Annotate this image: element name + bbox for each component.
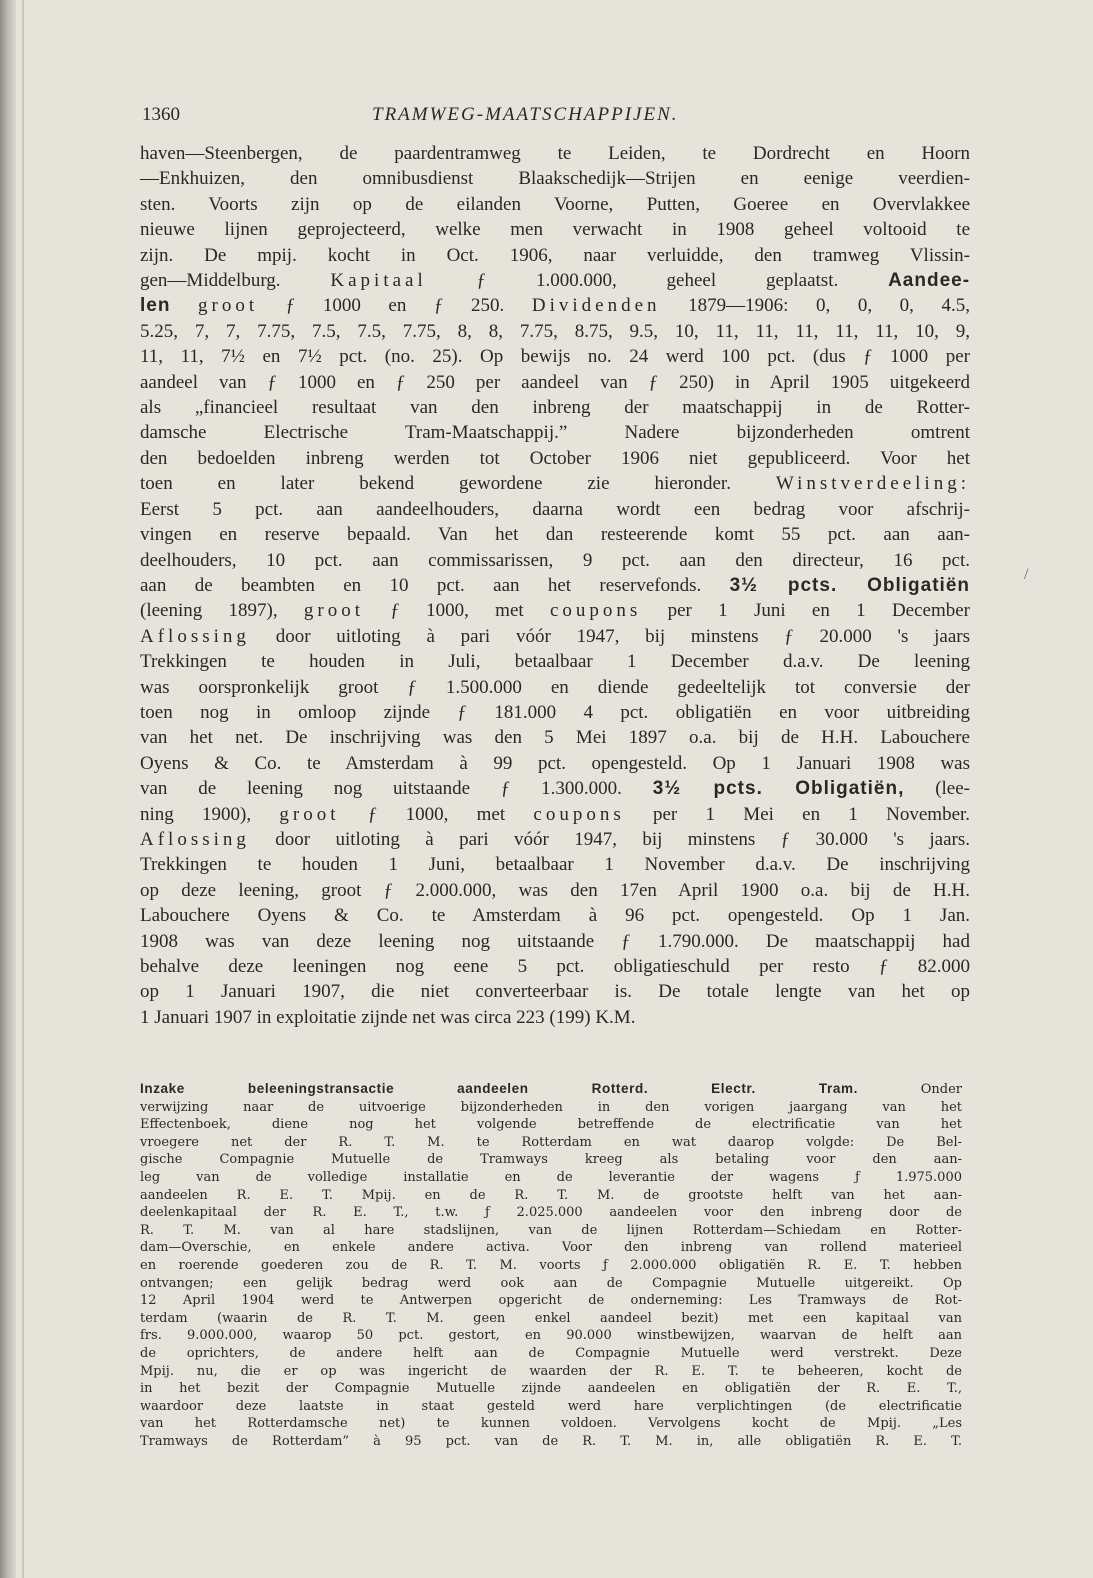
text-line: Oyens & Co. te Amsterdam à 99 pct. opengesteld. Op 1 Januari 1908 was — [140, 752, 970, 774]
text-line: als „financieel resultaat van den inbreng der maatschappij in de Rotter- — [140, 397, 970, 419]
text-line: Eerst 5 pct. aan aandeelhouders, daarna wordt een bedrag voor afschrij- — [140, 498, 970, 520]
note-line: Tramways de Rotterdam” à 95 pct. van de R. T. M. in, alle obligatiën R. E. T. — [140, 1433, 962, 1449]
text-line — [140, 624, 970, 649]
text-span: per 1 Mei en 1 November. — [653, 803, 971, 825]
text-span: van de leening nog uitstaande ƒ 1.300.000. — [140, 778, 622, 800]
text-line — [140, 827, 970, 852]
text-span: toen en later bekend gewordene zie hieronder. — [140, 473, 731, 495]
text-line: was oorspronkelijk groot ƒ 1.500.000 en diende gedeeltelijk tot conversie der — [140, 676, 970, 698]
text-line: damsche Electrische Tram-Maatschappij.” Nadere bijzonderheden omtrent — [140, 422, 970, 444]
text-line: Labouchere Oyens & Co. te Amsterdam à 96 pct. opengesteld. Op 1 Jan. — [140, 905, 970, 927]
label-winstverdeeling: Winstverdeeling: — [775, 473, 970, 495]
label-groot: groot — [279, 803, 340, 825]
text-span: 1879—1906: 0, 0, 0, 4.5, — [688, 295, 971, 317]
label-dividenden: Dividenden — [531, 295, 661, 317]
text-line — [140, 268, 970, 293]
text-span: door uitloting à pari vóór 1947, bij minstens ƒ 20.000 's jaars — [275, 625, 971, 647]
text-line: Trekkingen te houden in Juli, betaalbaar 1 December d.a.v. De leening — [140, 651, 970, 673]
text-span: (leening 1897), — [140, 600, 278, 622]
note-line: Mpij. nu, die er op was ingericht de waarden der R. E. T. te beheeren, kocht de — [140, 1363, 962, 1379]
label-groot: groot — [303, 600, 365, 622]
text-line: toen nog in omloop zijnde ƒ 181.000 4 pct. obligatiën en voor uitbreiding — [140, 701, 970, 723]
text-span: gen—Middelburg. — [140, 270, 281, 292]
text-span: Onder — [920, 1082, 962, 1097]
note-line: aandeelen R. E. T. Mpij. en de R. T. M. de grootste helft van het aan- — [140, 1187, 962, 1203]
text-line: sten. Voorts zijn op de eilanden Voorne, Putten, Goeree en Overvlakkee — [140, 193, 970, 215]
heading-aandeelen-cont: len — [140, 295, 171, 317]
note-line — [140, 1080, 962, 1099]
note-line: van het Rotterdamsche net) te kunnen voldoen. Vervolgens kocht de Mpij. „Les — [140, 1416, 962, 1432]
text-line — [140, 802, 970, 827]
note-heading: Inzake beleeningstransactie aandeelen Rotterd. Electr. Tram. — [140, 1081, 858, 1096]
page-number: 1360 — [142, 104, 180, 125]
text-span: ƒ 1000, met — [367, 803, 506, 825]
spine-fold-line — [22, 0, 24, 1578]
note-line: deelenkapitaal der R. E. T., t.w. ƒ 2.025.000 aandeelen voor den inbreng door de — [140, 1205, 962, 1221]
text-line: nieuwe lijnen geprojecteerd, welke men verwacht in 1908 geheel voltooid te — [140, 219, 970, 241]
label-groot: groot — [198, 295, 259, 317]
page-header — [142, 104, 972, 132]
note-line: leg van de volledige installatie en de leverantie der wagens ƒ 1.975.000 — [140, 1169, 962, 1185]
note-line: ontvangen; een gelijk bedrag werd ook aan de Compagnie Mutuelle uitgereikt. Op — [140, 1275, 962, 1291]
text-line — [140, 598, 970, 623]
text-line: —Enkhuizen, den omnibusdienst Blaakschedijk—Strijen en eenige veerdien- — [140, 168, 970, 190]
heading-obligatien-1897: 3½ pcts. Obligatiën — [729, 574, 970, 596]
label-coupons: coupons — [533, 803, 625, 825]
note-line: en roerende goederen zou de R. T. M. voorts ƒ 2.000.000 obligatiën R. E. T. hebben — [140, 1257, 962, 1273]
text-span: (lee- — [935, 778, 970, 800]
text-line: Trekkingen te houden 1 Juni, betaalbaar 1 November d.a.v. De inschrijving — [140, 854, 970, 876]
text-line: aandeel van ƒ 1000 en ƒ 250 per aandeel van ƒ 250) in April 1905 uitgekeerd — [140, 371, 970, 393]
text-span: ƒ 1000 en ƒ 250. — [285, 295, 505, 317]
text-line — [140, 293, 970, 318]
main-text — [140, 141, 970, 1030]
text-line: 1908 was van deze leening nog uitstaande ƒ 1.790.000. De maatschappij had — [140, 930, 970, 952]
text-line: deelhouders, 10 pct. aan commissarissen, 9 pct. aan den directeur, 16 pct. — [140, 549, 970, 571]
note-line: Effectenboek, diene nog het volgende betreffende de electrificatie van het — [140, 1117, 962, 1133]
running-title: TRAMWEG-MAATSCHAPPIJEN. — [372, 104, 679, 125]
text-line: den bedoelden inbreng werden tot October 1906 niet gepubliceerd. Voor het — [140, 447, 970, 469]
text-line: op deze leening, groot ƒ 2.000.000, was den 17en April 1900 o.a. bij de H.H. — [140, 879, 970, 901]
note-line: de oprichters, de andere helft aan de Compagnie Mutuelle werd verstrekt. Deze — [140, 1345, 962, 1361]
note-line: terdam (waarin de R. T. M. geen enkel aandeel bezit) met een kapitaal van — [140, 1310, 962, 1326]
margin-pencil-mark: / — [1024, 566, 1029, 583]
text-line — [140, 573, 970, 598]
note-line: 12 April 1904 werd te Antwerpen opgericht de onderneming: Les Tramways de Rot- — [140, 1293, 962, 1309]
label-aflossing: Aflossing — [140, 828, 250, 850]
note-line: in het bezit der Compagnie Mutuelle zijnde aandeelen en obligatiën der R. E. T., — [140, 1381, 962, 1397]
text-line: 5.25, 7, 7, 7.75, 7.5, 7.5, 7.75, 8, 8, 7.75, 8.75, 9.5, 10, 11, 11, 11, 11, 11, 10, 9, — [140, 320, 970, 342]
heading-obligatien-1900: 3½ pcts. Obligatiën, — [652, 778, 905, 800]
text-line: vingen en reserve bepaald. Van het dan resteerende komt 55 pct. aan aan- — [140, 524, 970, 546]
text-span: ning 1900), — [140, 803, 252, 825]
text-line: behalve deze leeningen nog eene 5 pct. obligatieschuld per resto ƒ 82.000 — [140, 956, 970, 977]
book-spine-shadow — [0, 0, 16, 1578]
note-line: gische Compagnie Mutuelle de Tramways kreeg als betaling voor den aan- — [140, 1152, 962, 1168]
note-line: frs. 9.000.000, waarop 50 pct. gestort, en 90.000 winstbewijzen, waarvan de helft aan — [140, 1328, 962, 1344]
text-span: aan de beambten en 10 pct. aan het reservefonds. — [140, 574, 702, 596]
heading-aandeelen: Aandee- — [888, 270, 971, 292]
note-section — [140, 1080, 962, 1450]
note-line: vroegere net der R. T. M. te Rotterdam en wat daarop volgde: De Bel- — [140, 1134, 962, 1150]
text-line: van het net. De inschrijving was den 5 Mei 1897 o.a. bij de H.H. Labouchere — [140, 727, 970, 749]
text-span: ƒ 1.000.000, geheel geplaatst. — [476, 270, 839, 292]
text-line: 1 Januari 1907 in exploitatie zijnde net was circa 223 (199) K.M. — [140, 1006, 636, 1028]
text-line: haven—Steenbergen, de paardentramweg te Leiden, te Dordrecht en Hoorn — [140, 143, 970, 164]
note-line: verwijzing naar de uitvoerige bijzonderheden in den vorigen jaargang van het — [140, 1099, 962, 1115]
text-span: per 1 Juni en 1 December — [667, 600, 970, 622]
label-aflossing: Aflossing — [140, 625, 250, 647]
note-line: waardoor deze laatste in staat gesteld werd hare verplichtingen (de electrificatie — [140, 1398, 962, 1414]
text-span: door uitloting à pari vóór 1947, bij minstens ƒ 30.000 's jaars. — [275, 828, 971, 850]
text-line: zijn. De mpij. kocht in Oct. 1906, naar verluidde, den tramweg Vlissin- — [140, 244, 970, 266]
label-coupons: coupons — [549, 600, 642, 622]
text-line: 11, 11, 7½ en 7½ pct. (no. 25). Op bewijs no. 24 werd 100 pct. (dus ƒ 1000 per — [140, 346, 970, 368]
note-line: dam—Overschie, en enkele andere activa. Voor den inbreng van rollend materieel — [140, 1240, 962, 1256]
text-line: op 1 Januari 1907, die niet converteerbaar is. De totale lengte van het op — [140, 981, 970, 1003]
note-line: R. T. M. van al hare stadslijnen, van de lijnen Rotterdam—Schiedam en Rotter- — [140, 1222, 962, 1238]
label-kapitaal: Kapitaal — [330, 270, 427, 292]
text-span: ƒ 1000, met — [390, 600, 524, 622]
text-line — [140, 471, 970, 496]
text-line — [140, 776, 970, 801]
